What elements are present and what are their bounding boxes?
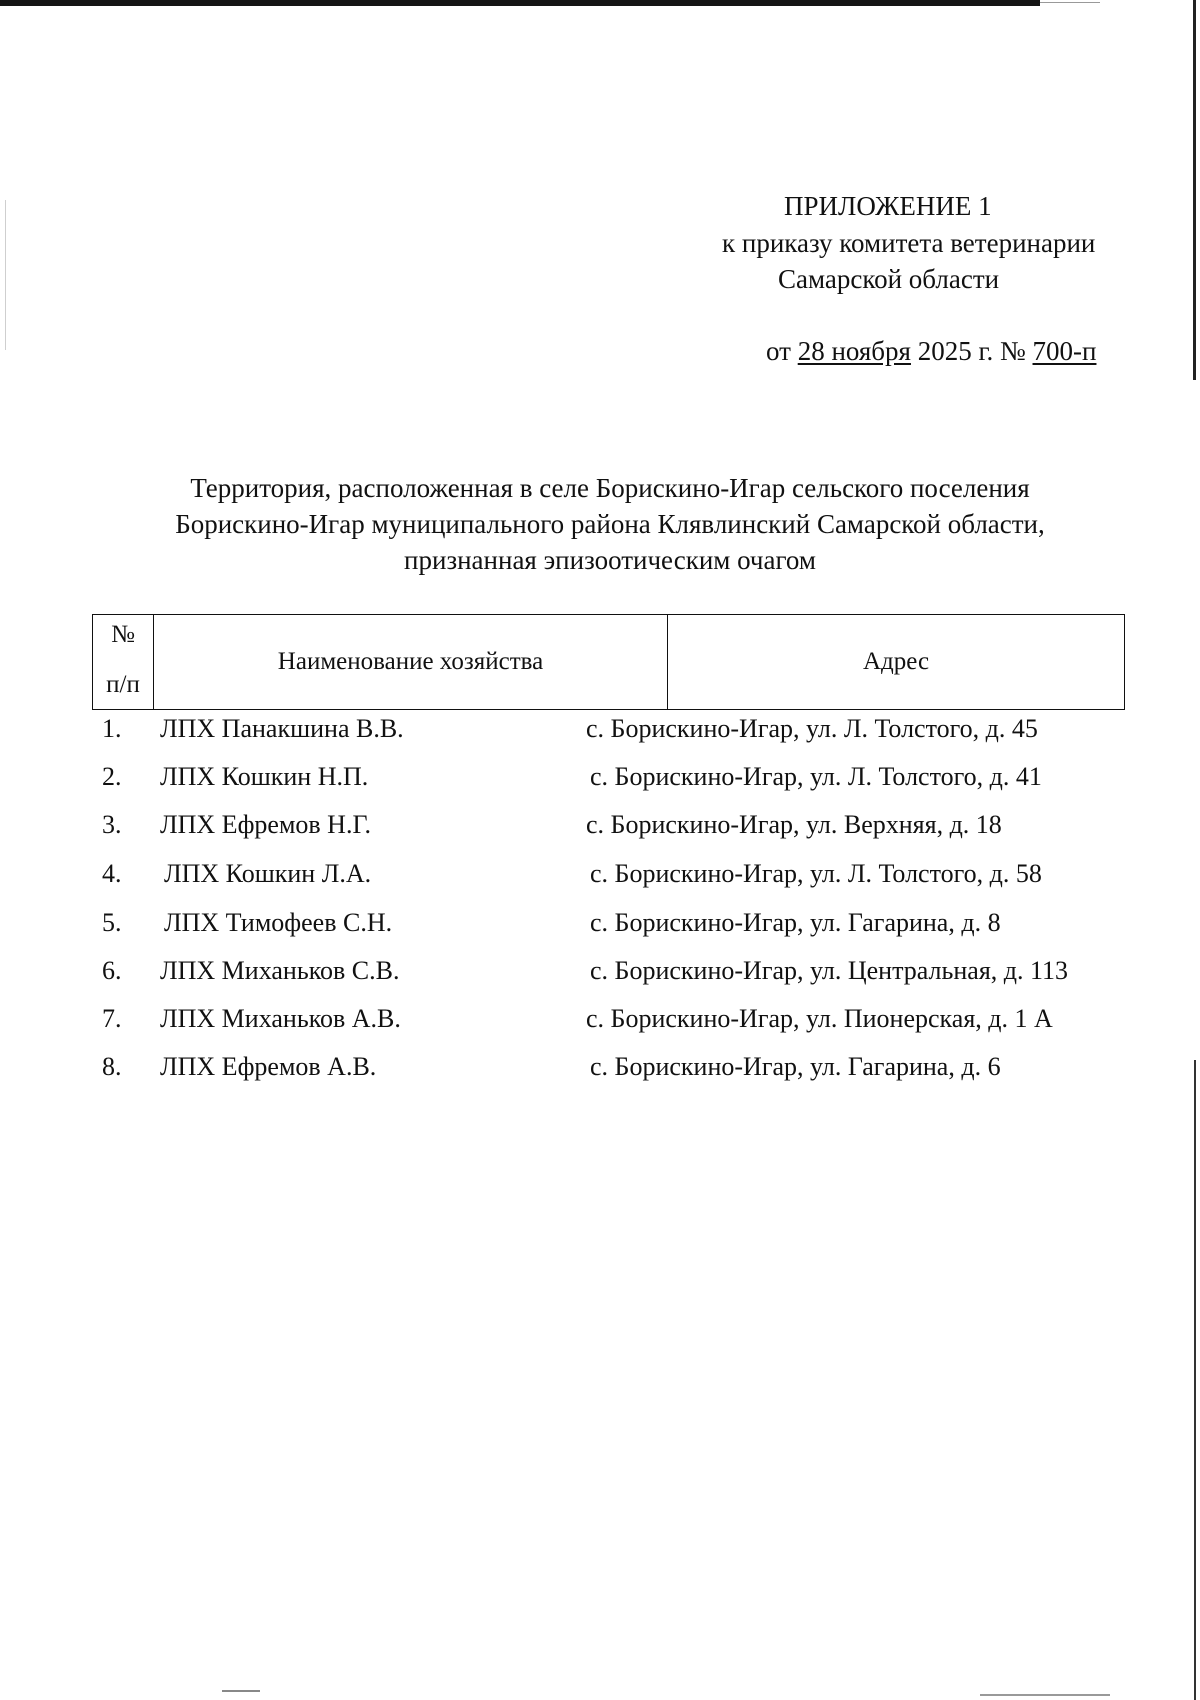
scan-edge-right-lower	[1194, 1060, 1196, 1700]
row-number: 4.	[102, 859, 122, 888]
date-middle: 2025 г. №	[910, 336, 1033, 366]
row-address: с. Борискино-Игар, ул. Верхняя, д. 18	[586, 810, 1002, 839]
appendix-title: ПРИЛОЖЕНИЕ 1	[784, 191, 992, 221]
row-number: 6.	[102, 956, 122, 985]
order-number: 700-п	[1032, 336, 1097, 366]
table-row	[92, 712, 1132, 760]
row-address: с. Борискино-Игар, ул. Л. Толстого, д. 58	[590, 859, 1042, 888]
row-farm-name: ЛПХ Ефремов А.В.	[160, 1052, 377, 1081]
heading-line-1: Территория, расположенная в селе Борискино-Игар сельского поселения	[190, 473, 1030, 503]
row-address: с. Борискино-Игар, ул. Л. Толстого, д. 45	[586, 714, 1038, 743]
row-address: с. Борискино-Игар, ул. Центральная, д. 113	[590, 956, 1069, 985]
row-number: 5.	[102, 908, 122, 937]
row-farm-name: ЛПХ Кошкин Л.А.	[164, 859, 372, 888]
row-number: 2.	[102, 762, 122, 791]
table-row	[92, 760, 1132, 808]
scan-edge-top-tail	[1040, 2, 1100, 3]
row-address: с. Борискино-Игар, ул. Пионерская, д. 1 А	[586, 1004, 1053, 1033]
table-row	[92, 1002, 1132, 1050]
row-farm-name: ЛПХ Панакшина В.В.	[160, 714, 404, 743]
document-heading	[150, 470, 1070, 578]
row-farm-name: ЛПХ Тимофеев С.Н.	[164, 908, 393, 937]
scan-edge-right	[1193, 0, 1196, 380]
header-address: Адрес	[862, 648, 930, 675]
row-farm-name: ЛПХ Миханьков С.В.	[160, 956, 400, 985]
scan-edge-left	[5, 200, 6, 350]
scan-edge-bottom	[222, 1690, 260, 1692]
row-farm-name: ЛПХ Ефремов Н.Г.	[160, 810, 372, 839]
table-row	[92, 906, 1132, 954]
date-prefix: от	[766, 336, 798, 366]
row-number: 7.	[102, 1004, 122, 1033]
row-address: с. Борискино-Игар, ул. Л. Толстого, д. 41	[590, 762, 1042, 791]
row-number: 8.	[102, 1052, 122, 1081]
heading-line-3: признанная эпизоотическим очагом	[404, 545, 816, 575]
appendix-date-line	[766, 333, 1096, 369]
row-address: с. Борискино-Игар, ул. Гагарина, д. 8	[590, 908, 1001, 937]
row-farm-name: ЛПХ Миханьков А.В.	[160, 1004, 401, 1033]
order-date: 28 ноября	[797, 336, 911, 366]
table-row	[92, 1050, 1132, 1098]
row-farm-name: ЛПХ Кошкин Н.П.	[160, 762, 369, 791]
row-address: с. Борискино-Игар, ул. Гагарина, д. 6	[590, 1052, 1001, 1081]
header-farm-name: Наименование хозяйства	[154, 615, 668, 709]
appendix-order-line: к приказу комитета ветеринарии	[722, 228, 1096, 258]
header-number-symbol: №	[111, 621, 135, 648]
table-row	[92, 857, 1132, 905]
header-number	[93, 615, 154, 709]
row-number: 1.	[102, 714, 122, 743]
table-row	[92, 954, 1132, 1002]
table-header	[92, 614, 1125, 710]
scan-edge-top	[0, 0, 1040, 6]
header-number-pp: п/п	[106, 671, 140, 698]
heading-line-2: Борискино-Игар муниципального района Клявлинский Самарской области,	[175, 509, 1045, 539]
table-row	[92, 808, 1132, 856]
appendix-region-line: Самарской области	[778, 264, 1000, 294]
row-number: 3.	[102, 810, 122, 839]
scan-edge-bottom-right	[980, 1694, 1110, 1696]
